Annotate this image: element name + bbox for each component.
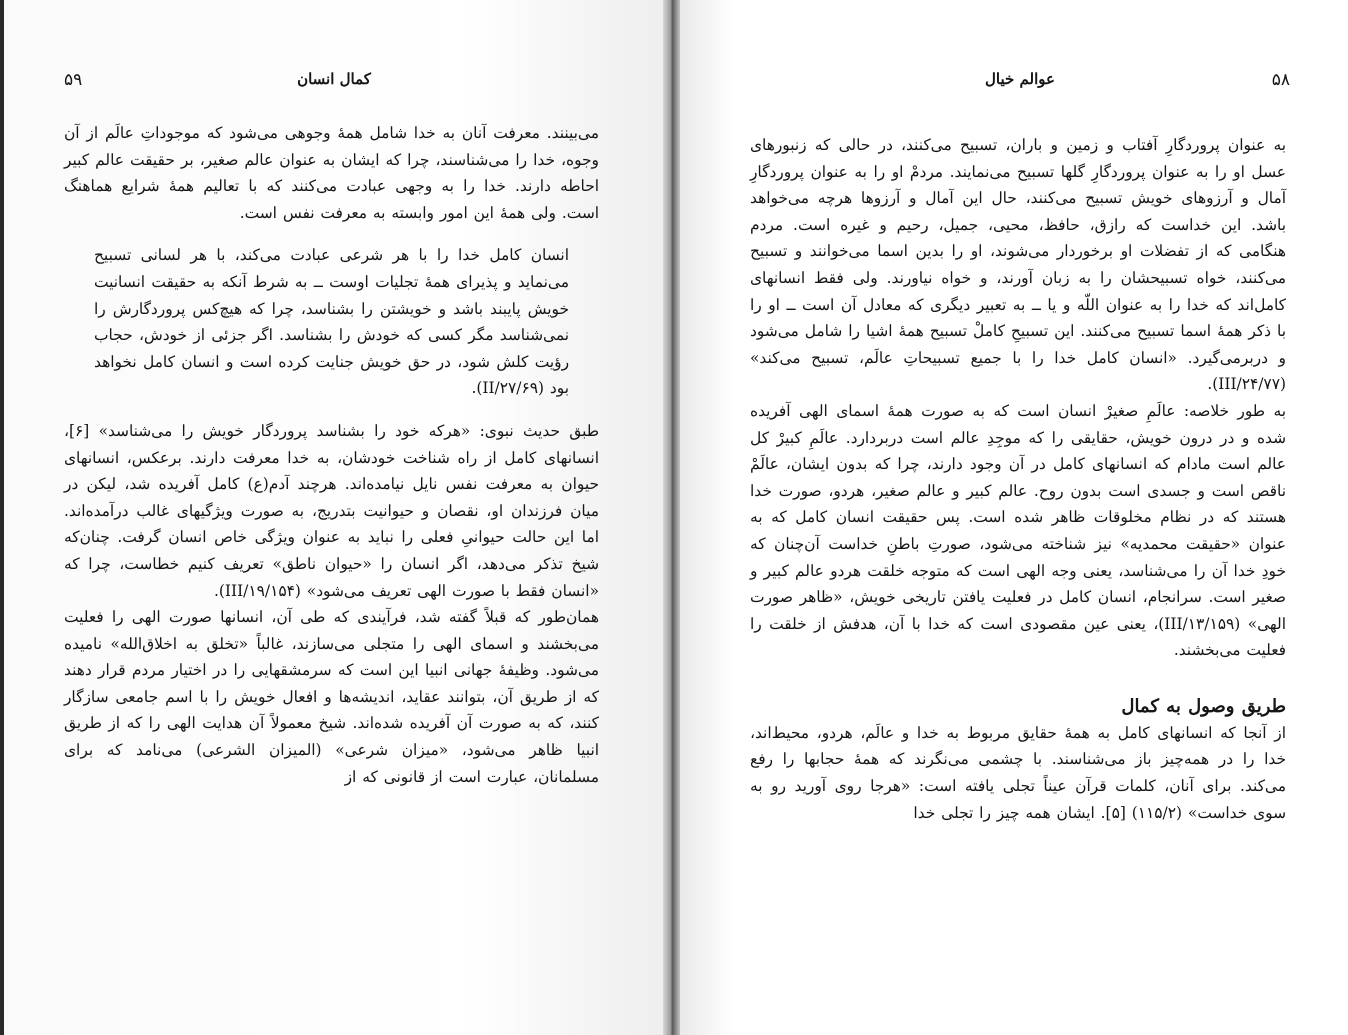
left-page-header bbox=[64, 70, 604, 96]
book-gutter bbox=[663, 0, 680, 1035]
right-page bbox=[680, 0, 1348, 1035]
left-running-title: کمال انسان bbox=[297, 70, 371, 88]
right-page-header bbox=[750, 70, 1290, 96]
left-block-quote: انسان کامل خدا را با هر شرعی عبادت می‌کند، با هر لسانی تسبیح می‌نماید و پذیرای همهٔ تجلیات اوست ــ به شرط آنکه به حقیقت انسانیت خویش پایبند باشد و خویشتن را بشناسد، چرا که هیچ‌کس پروردگارش را نمی‌شناسد مگر کسی که خودش را بشناسد. اگر جزئی از خودش، حجاب رؤیت کلش شود، در حق خویش جنایت کرده است و انسان کامل نخواهد بود (۲۷/۶۹/II). bbox=[94, 246, 569, 398]
left-page-body bbox=[64, 120, 599, 790]
left-paragraph-2: طبق حدیث نبوی: «هرکه خود را بشناسد پروردگار خویش را می‌شناسد» [۶]، انسانهای کامل از راه شناخت خودشان، به خدا معرفت دارند. برعکس، انسانهای حیوان به معرفت نفس نایل نیامده‌اند. هرچند آدم(ع) کامل آفریده شد، لیکن در میان فرزندان او، نقصان و حیوانیت بتدریج، به صورت ویژگیهای غالب درآمده‌اند. اما این حالت حیوانیِ فعلی را نباید به عنوان ویژگی خاص انسان گرفت. چنان‌که شیخ تذکر می‌دهد، اگر انسان را «حیوان ناطق» تعریف کنیم خطاست، چرا که «انسان فقط با صورت الهی تعریف می‌شود» (۱۹/۱۵۴/III). bbox=[64, 421, 599, 600]
right-paragraph-3: از آنجا که انسانهای کامل به همهٔ حقایق مربوط به خدا و عالَم، هردو، محیط‌اند، خدا را در همه‌چیز باز می‌شناسند. با چشمی می‌نگرند که همهٔ حجابها را رفع می‌کند. برای آنان، کلمات قرآن عیناً تجلی یافته است: «هرجا روی آورید رو به سوی خداست» (۱۱۵/۲) [۵]. ایشان همه چیز را تجلی خدا bbox=[750, 723, 1286, 822]
right-paragraph-1: به عنوان پروردگارِ آفتاب و زمین و باران، تسبیح می‌کنند، در حالی که زنبورهای عسل او را به عنوان پروردگارِ گلها تسبیح می‌نمایند. مردمْ او را به عنوان پروردگارِ آمال و آرزوهای خویش تسبیح می‌کنند، حال این آمال و آرزوها هرچه می‌خواهد باشد. این خداست که رازق، حافظ، محیی، جمیل، رحیم و غیره است. مردم هنگامی که از تفضلات او برخوردار می‌شوند، او را بدین اسما می‌خوانند و تسبیح می‌کنند، خواه تسبیحشان را به زبان آورند، و خواه نیاورند. ولی فقط انسانهای کامل‌اند که خدا را به عنوان اللّه و یا ــ به تعبیر دیگری که معادل آن است ــ او را با ذکر همهٔ اسما تسبیح می‌کنند. این تسبیحِ کاملْ تسبیح همهٔ اشیا را شامل می‌شود و دربرمی‌گیرد. «انسان کامل خدا را با جمیع تسبیحاتِ عالَم، تسبیح می‌کند» (۲۴/۷۷/III). bbox=[750, 136, 1286, 394]
right-page-body bbox=[750, 132, 1286, 826]
left-page bbox=[0, 0, 663, 1035]
section-heading: طریق وصول به کمال bbox=[1121, 695, 1286, 717]
left-paragraph-3: همان‌طور که قبلاً گفته شد، فرآیندی که طی آن، انسانها صورت الهی را فعلیت می‌بخشند و اسمای الهی را متجلی می‌سازند، غالباً «تخلق به اخلاق‌الله» نامیده می‌شود. وظیفهٔ جهانی انبیا این است که سرمشقهایی را در اختیار مردم قرار دهند که از طریق آن، بتوانند عقاید، اندیشه‌ها و افعال خویش را با اسم جامعی سازگار کنند، که به صورت آن آفریده شده‌اند. شیخ معمولاً آن هدایت الهی را که از طریق انبیا ظاهر می‌شود، «میزان شرعی» (المیزان الشرعی) می‌نامد که برای مسلمانان، عبارت است از قانونی که از bbox=[64, 608, 599, 786]
right-running-title: عوالم خیال bbox=[985, 70, 1055, 88]
right-paragraph-2: به طور خلاصه: عالَمِ صغیرْ انسان است که به صورت همهٔ اسمای الهی آفریده شده و در درون خویش، حقایقی را که موجِدِ عالم است دربردارد. عالَمِ کبیرْ کل عالم است مادام که انسانهای کامل در آن وجود دارند، چرا که بدون ایشان، عالَمْ ناقص است و جسدی است بدون روح. عالم کبیر و عالم صغیر، هردو، صورت خدا هستند که در نظام مخلوقات ظاهر شده است. پس حقیقت انسان کامل که به عنوان «حقیقت محمدیه» نیز شناخته می‌شود، صورتِ باطنِ خداست آن‌چنان که خودِ خدا آن را می‌شناسد، یعنی وجه الهی است که متوجه خلقت هردو عالم کبیر و صغیر است. سرانجام، انسان کامل در فعلیت یافتن تاریخی خویش، «ظاهر صورت الهی» (۱۳/۱۵۹/III)، یعنی عین مقصودی است که خدا با آن، هدفش از خلقت را فعلیت می‌بخشند. bbox=[750, 401, 1286, 660]
left-page-number: ۵۹ bbox=[64, 70, 83, 90]
right-page-number: ۵۸ bbox=[1271, 70, 1290, 90]
left-paragraph-1: می‌بینند. معرفت آنان به خدا شامل همهٔ وجوهی می‌شود که موجوداتِ عالَم از آن وجوه، خدا را می‌شناسند، چرا که ایشان به عنوان عالم صغیر، بر حقیقت عالم کبیر احاطه دارند. خدا را به وجهی عبادت می‌کنند که با تعالیم همهٔ شرایع هماهنگ است. ولی همهٔ این امور وابسته به معرفت نفس است. bbox=[64, 124, 599, 222]
